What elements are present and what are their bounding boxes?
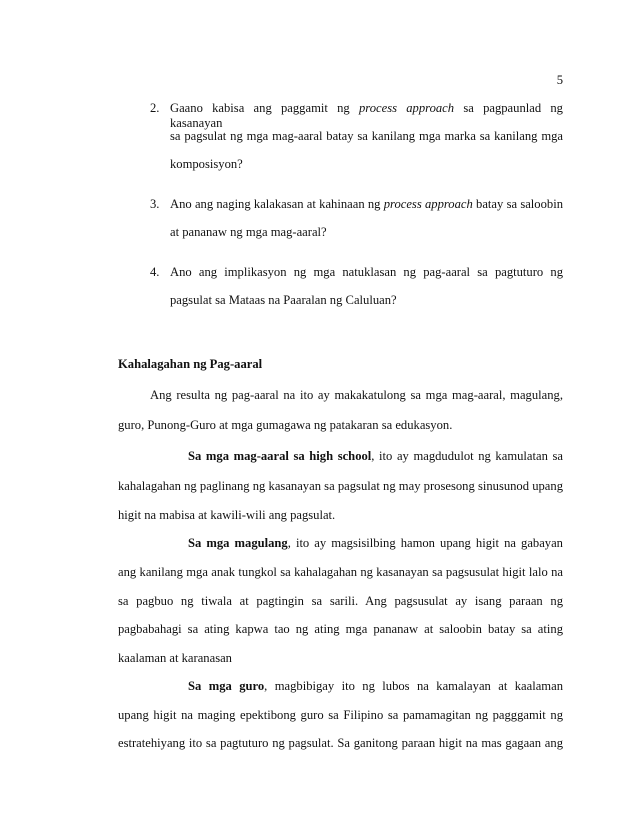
- question-line: at pananaw ng mga mag-aaral?: [170, 225, 327, 239]
- paragraph-line: guro, Punong-Guro at mga gumagawa ng patakaran sa edukasyon.: [118, 418, 453, 432]
- question-number: 2.: [150, 101, 160, 115]
- question-line: Ano ang naging kalakasan at kahinaan ng process approach batay sa saloobin: [170, 197, 563, 211]
- paragraph-line: kahalagahan ng paglinang ng kasanayan sa pagsulat ng may prosesong sinusunod upang: [118, 479, 563, 493]
- question-line: pagsulat sa Mataas na Paaralan ng Caluluan?: [170, 293, 397, 307]
- paragraph-line: Sa mga guro, magbibigay ito ng lubos na kamalayan at kaalaman: [188, 679, 563, 693]
- paragraph-line: ang kanilang mga anak tungkol sa kahalagahan ng kasanayan sa pagsusulat higit lalo na: [118, 565, 563, 579]
- paragraph-line: Sa mga mag-aaral sa high school, ito ay magdudulot ng kamulatan sa: [188, 449, 563, 463]
- paragraph-line: pagbabahagi sa ating kapwa tao ng ating mga pananaw at saloobin batay sa ating: [118, 622, 563, 636]
- question-line: Ano ang implikasyon ng mga natuklasan ng pag-aaral sa pagtuturo ng: [170, 265, 563, 279]
- section-heading: Kahalagahan ng Pag-aaral: [118, 357, 263, 371]
- question-line: Gaano kabisa ang paggamit ng process approach sa pagpaunlad ng kasanayan: [170, 101, 563, 130]
- question-number: 4.: [150, 265, 160, 279]
- question-line: sa pagsulat ng mga mag-aaral batay sa kanilang mga marka sa kanilang mga: [170, 129, 563, 143]
- paragraph-line: estratehiyang ito sa pagtuturo ng pagsulat. Sa ganitong paraan higit na mas gagaan ang: [118, 736, 563, 750]
- paragraph-line: Sa mga magulang, ito ay magsisilbing hamon upang higit na gabayan: [188, 536, 563, 550]
- paragraph-line: Ang resulta ng pag-aaral na ito ay makakatulong sa mga mag-aaral, magulang,: [150, 388, 563, 402]
- page-number: 5: [556, 73, 563, 87]
- question-number: 3.: [150, 197, 160, 211]
- paragraph-line: higit na mabisa at kawili-wili ang pagsulat.: [118, 508, 336, 522]
- question-line: komposisyon?: [170, 157, 243, 171]
- paragraph-line: sa pagbuo ng tiwala at pagtingin sa sarili. Ang pagsusulat ay isang paraan ng: [118, 594, 563, 608]
- paragraph-line: upang higit na maging epektibong guro sa Filipino sa pamamagitan ng pagggamit ng: [118, 708, 563, 722]
- paragraph-line: kaalaman at karanasan: [118, 651, 232, 665]
